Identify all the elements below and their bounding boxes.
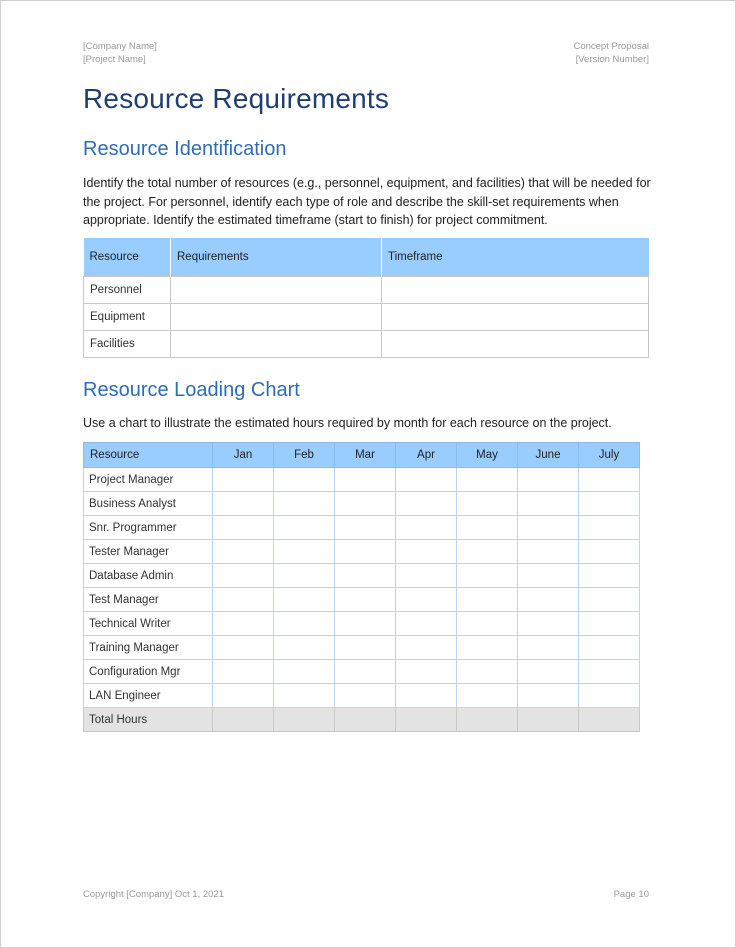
column-header: June [518, 443, 579, 468]
section-heading-loading-chart: Resource Loading Chart [83, 379, 300, 401]
hours-cell[interactable] [335, 588, 396, 612]
hours-cell[interactable] [335, 492, 396, 516]
hours-cell[interactable] [274, 708, 335, 732]
hours-cell[interactable] [457, 564, 518, 588]
hours-cell[interactable] [579, 564, 640, 588]
table-row [84, 468, 640, 492]
hours-cell[interactable] [335, 516, 396, 540]
hours-cell[interactable] [213, 708, 274, 732]
document-type: Concept Proposal [573, 41, 649, 52]
row-label: Equipment [84, 304, 171, 331]
footer-copyright: Copyright [Company] Oct 1, 2021 [83, 889, 224, 900]
hours-cell[interactable] [457, 612, 518, 636]
hours-cell[interactable] [518, 684, 579, 708]
hours-cell[interactable] [274, 660, 335, 684]
hours-cell[interactable] [518, 492, 579, 516]
hours-cell[interactable] [213, 612, 274, 636]
hours-cell[interactable] [579, 516, 640, 540]
hours-cell[interactable] [396, 564, 457, 588]
row-label: LAN Engineer [84, 684, 213, 708]
table-row [84, 564, 640, 588]
column-header: July [579, 443, 640, 468]
hours-cell[interactable] [396, 588, 457, 612]
table-row [84, 660, 640, 684]
hours-cell[interactable] [274, 564, 335, 588]
hours-cell[interactable] [457, 540, 518, 564]
hours-cell[interactable] [579, 708, 640, 732]
hours-cell[interactable] [457, 588, 518, 612]
resource-identification-table [83, 238, 649, 358]
hours-cell[interactable] [335, 660, 396, 684]
column-header: Resource [84, 443, 213, 468]
hours-cell[interactable] [396, 540, 457, 564]
row-label: Facilities [84, 331, 171, 358]
hours-cell[interactable] [335, 708, 396, 732]
hours-cell[interactable] [579, 660, 640, 684]
table-row [84, 492, 640, 516]
table-row [84, 331, 649, 358]
hours-cell[interactable] [457, 708, 518, 732]
row-label: Business Analyst [84, 492, 213, 516]
hours-cell[interactable] [396, 636, 457, 660]
total-row [84, 708, 640, 732]
table-header-row [84, 443, 640, 468]
row-label: Database Admin [84, 564, 213, 588]
hours-cell[interactable] [213, 636, 274, 660]
table-cell[interactable] [171, 277, 382, 304]
hours-cell[interactable] [213, 660, 274, 684]
table-row [84, 684, 640, 708]
column-header: Resource [84, 238, 171, 277]
section-paragraph-loading-chart: Use a chart to illustrate the estimated hours required by month for each resource on the project. [83, 416, 612, 430]
resource-loading-body [84, 468, 640, 732]
hours-cell[interactable] [518, 540, 579, 564]
row-label: Technical Writer [84, 612, 213, 636]
column-header: Apr [396, 443, 457, 468]
hours-cell[interactable] [335, 612, 396, 636]
hours-cell[interactable] [274, 588, 335, 612]
row-label: Snr. Programmer [84, 516, 213, 540]
column-header: Requirements [171, 238, 382, 277]
hours-cell[interactable] [213, 540, 274, 564]
row-label: Personnel [84, 277, 171, 304]
hours-cell[interactable] [579, 468, 640, 492]
hours-cell[interactable] [518, 708, 579, 732]
table-row [84, 540, 640, 564]
row-label: Test Manager [84, 588, 213, 612]
table-cell[interactable] [382, 331, 649, 358]
hours-cell[interactable] [518, 588, 579, 612]
hours-cell[interactable] [579, 636, 640, 660]
header-left [83, 41, 157, 66]
hours-cell[interactable] [335, 540, 396, 564]
hours-cell[interactable] [518, 516, 579, 540]
hours-cell[interactable] [213, 468, 274, 492]
hours-cell[interactable] [579, 684, 640, 708]
hours-cell[interactable] [457, 492, 518, 516]
version-number: [Version Number] [575, 53, 649, 65]
hours-cell[interactable] [213, 516, 274, 540]
total-label: Total Hours [84, 708, 213, 732]
column-header: Jan [213, 443, 274, 468]
table-cell[interactable] [171, 304, 382, 331]
company-name: [Company Name] [83, 41, 157, 52]
hours-cell[interactable] [457, 660, 518, 684]
hours-cell[interactable] [274, 684, 335, 708]
hours-cell[interactable] [396, 516, 457, 540]
hours-cell[interactable] [518, 612, 579, 636]
hours-cell[interactable] [579, 588, 640, 612]
project-name: [Project Name] [83, 53, 146, 65]
row-label: Project Manager [84, 468, 213, 492]
hours-cell[interactable] [457, 636, 518, 660]
table-row [84, 516, 640, 540]
row-label: Tester Manager [84, 540, 213, 564]
hours-cell[interactable] [518, 564, 579, 588]
hours-cell[interactable] [457, 516, 518, 540]
hours-cell[interactable] [457, 468, 518, 492]
hours-cell[interactable] [274, 540, 335, 564]
row-label: Configuration Mgr [84, 660, 213, 684]
hours-cell[interactable] [396, 660, 457, 684]
hours-cell[interactable] [396, 612, 457, 636]
hours-cell[interactable] [274, 636, 335, 660]
footer-page-number: Page 10 [613, 889, 649, 900]
column-header: May [457, 443, 518, 468]
hours-cell[interactable] [579, 612, 640, 636]
resource-loading-table [83, 442, 640, 732]
section-heading-identification: Resource Identification [83, 138, 287, 160]
hours-cell[interactable] [213, 492, 274, 516]
hours-cell[interactable] [579, 540, 640, 564]
page-title: Resource Requirements [83, 83, 390, 114]
table-row [84, 588, 640, 612]
table-cell[interactable] [382, 277, 649, 304]
table-row [84, 277, 649, 304]
hours-cell[interactable] [213, 684, 274, 708]
table-row [84, 304, 649, 331]
hours-cell[interactable] [274, 516, 335, 540]
table-row [84, 612, 640, 636]
row-label: Training Manager [84, 636, 213, 660]
hours-cell[interactable] [335, 564, 396, 588]
hours-cell[interactable] [518, 636, 579, 660]
hours-cell[interactable] [213, 564, 274, 588]
hours-cell[interactable] [396, 708, 457, 732]
hours-cell[interactable] [335, 684, 396, 708]
hours-cell[interactable] [335, 636, 396, 660]
hours-cell[interactable] [457, 684, 518, 708]
hours-cell[interactable] [335, 468, 396, 492]
hours-cell[interactable] [396, 468, 457, 492]
hours-cell[interactable] [396, 684, 457, 708]
table-row [84, 636, 640, 660]
table-header-row [84, 238, 649, 277]
column-header: Timeframe [382, 238, 649, 277]
hours-cell[interactable] [213, 588, 274, 612]
column-header: Mar [335, 443, 396, 468]
table-cell[interactable] [171, 331, 382, 358]
hours-cell[interactable] [274, 468, 335, 492]
hours-cell[interactable] [518, 660, 579, 684]
hours-cell[interactable] [274, 612, 335, 636]
section-paragraph-identification: Identify the total number of resources (e.g., personnel, equipment, and facilities) that will be needed for the project. For personnel, identify each type of role and describe the skill-set requirements when appropriate. Identify the estimated timeframe (start to finish) for project commitment. [83, 176, 651, 227]
header-right [573, 41, 649, 66]
column-header: Feb [274, 443, 335, 468]
table-cell[interactable] [382, 304, 649, 331]
hours-cell[interactable] [274, 492, 335, 516]
hours-cell[interactable] [518, 468, 579, 492]
hours-cell[interactable] [579, 492, 640, 516]
hours-cell[interactable] [396, 492, 457, 516]
